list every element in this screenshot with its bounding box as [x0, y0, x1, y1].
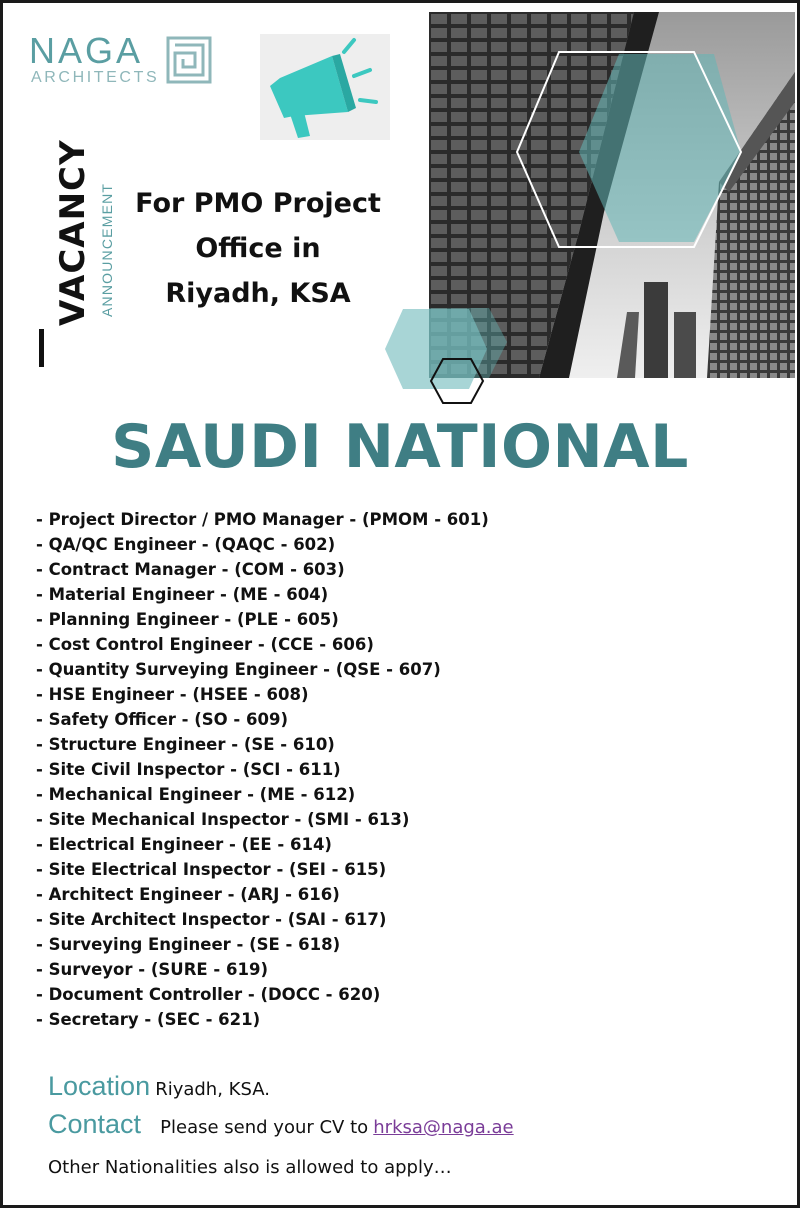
vacancy-bar-divider [39, 329, 44, 367]
headline-line-1: For PMO Project [135, 188, 381, 219]
announcement-subtitle: ANNOUNCEMENT [99, 182, 115, 317]
list-item: - Cost Control Engineer - (CCE - 606) [36, 635, 374, 654]
job-list [36, 507, 489, 1032]
contact-text: Please send your CV to [160, 1117, 369, 1138]
headline-line-2: Office in [195, 233, 321, 264]
list-item: - Surveyor - (SURE - 619) [36, 960, 268, 979]
logo-kufic-mark-icon [165, 35, 213, 85]
vacancy-title: VACANCY [53, 139, 93, 326]
megaphone-icon [260, 34, 390, 140]
decorative-hexagons [383, 303, 503, 413]
other-nationalities-note: Other Nationalities also is allowed to apply… [48, 1157, 452, 1178]
location-label: Location [48, 1071, 151, 1101]
megaphone-panel [260, 34, 390, 140]
list-item: - QA/QC Engineer - (QAQC - 602) [36, 535, 336, 554]
list-item: - Document Controller - (DOCC - 620) [36, 985, 381, 1004]
list-item: - Mechanical Engineer - (ME - 612) [36, 785, 356, 804]
contact-label: Contact [48, 1109, 142, 1139]
email-link[interactable]: hrksa@naga.ae [373, 1117, 514, 1138]
location-value: Riyadh, KSA. [155, 1079, 270, 1100]
list-item: - Quantity Surveying Engineer - (QSE - 607) [36, 660, 441, 679]
logo-subtitle: ARCHITECTS [31, 69, 160, 86]
list-item: - Structure Engineer - (SE - 610) [36, 735, 335, 754]
contact-row [48, 1109, 514, 1140]
list-item: - Surveying Engineer - (SE - 618) [36, 935, 341, 954]
list-item: - HSE Engineer - (HSEE - 608) [36, 685, 309, 704]
list-item: - Safety Officer - (SO - 609) [36, 710, 289, 729]
main-title: SAUDI NATIONAL [111, 412, 689, 482]
list-item: - Contract Manager - (COM - 603) [36, 560, 345, 579]
logo-wordmark: NAGA [29, 30, 144, 71]
naga-logo [29, 30, 219, 89]
list-item: - Planning Engineer - (PLE - 605) [36, 610, 339, 629]
list-item: - Site Civil Inspector - (SCI - 611) [36, 760, 341, 779]
list-item: - Site Electrical Inspector - (SEI - 615) [36, 860, 387, 879]
list-item: - Material Engineer - (ME - 604) [36, 585, 329, 604]
headline-line-3: Riyadh, KSA [165, 278, 351, 309]
list-item: - Secretary - (SEC - 621) [36, 1010, 261, 1029]
list-item: - Project Director / PMO Manager - (PMOM - 601) [36, 510, 489, 529]
list-item: - Architect Engineer - (ARJ - 616) [36, 885, 340, 904]
vacancy-banner [13, 133, 125, 373]
location-row [48, 1071, 270, 1102]
list-item: - Site Architect Inspector - (SAI - 617) [36, 910, 387, 929]
list-item: - Site Mechanical Inspector - (SMI - 613) [36, 810, 410, 829]
headline [123, 181, 393, 316]
list-item: - Electrical Engineer - (EE - 614) [36, 835, 332, 854]
